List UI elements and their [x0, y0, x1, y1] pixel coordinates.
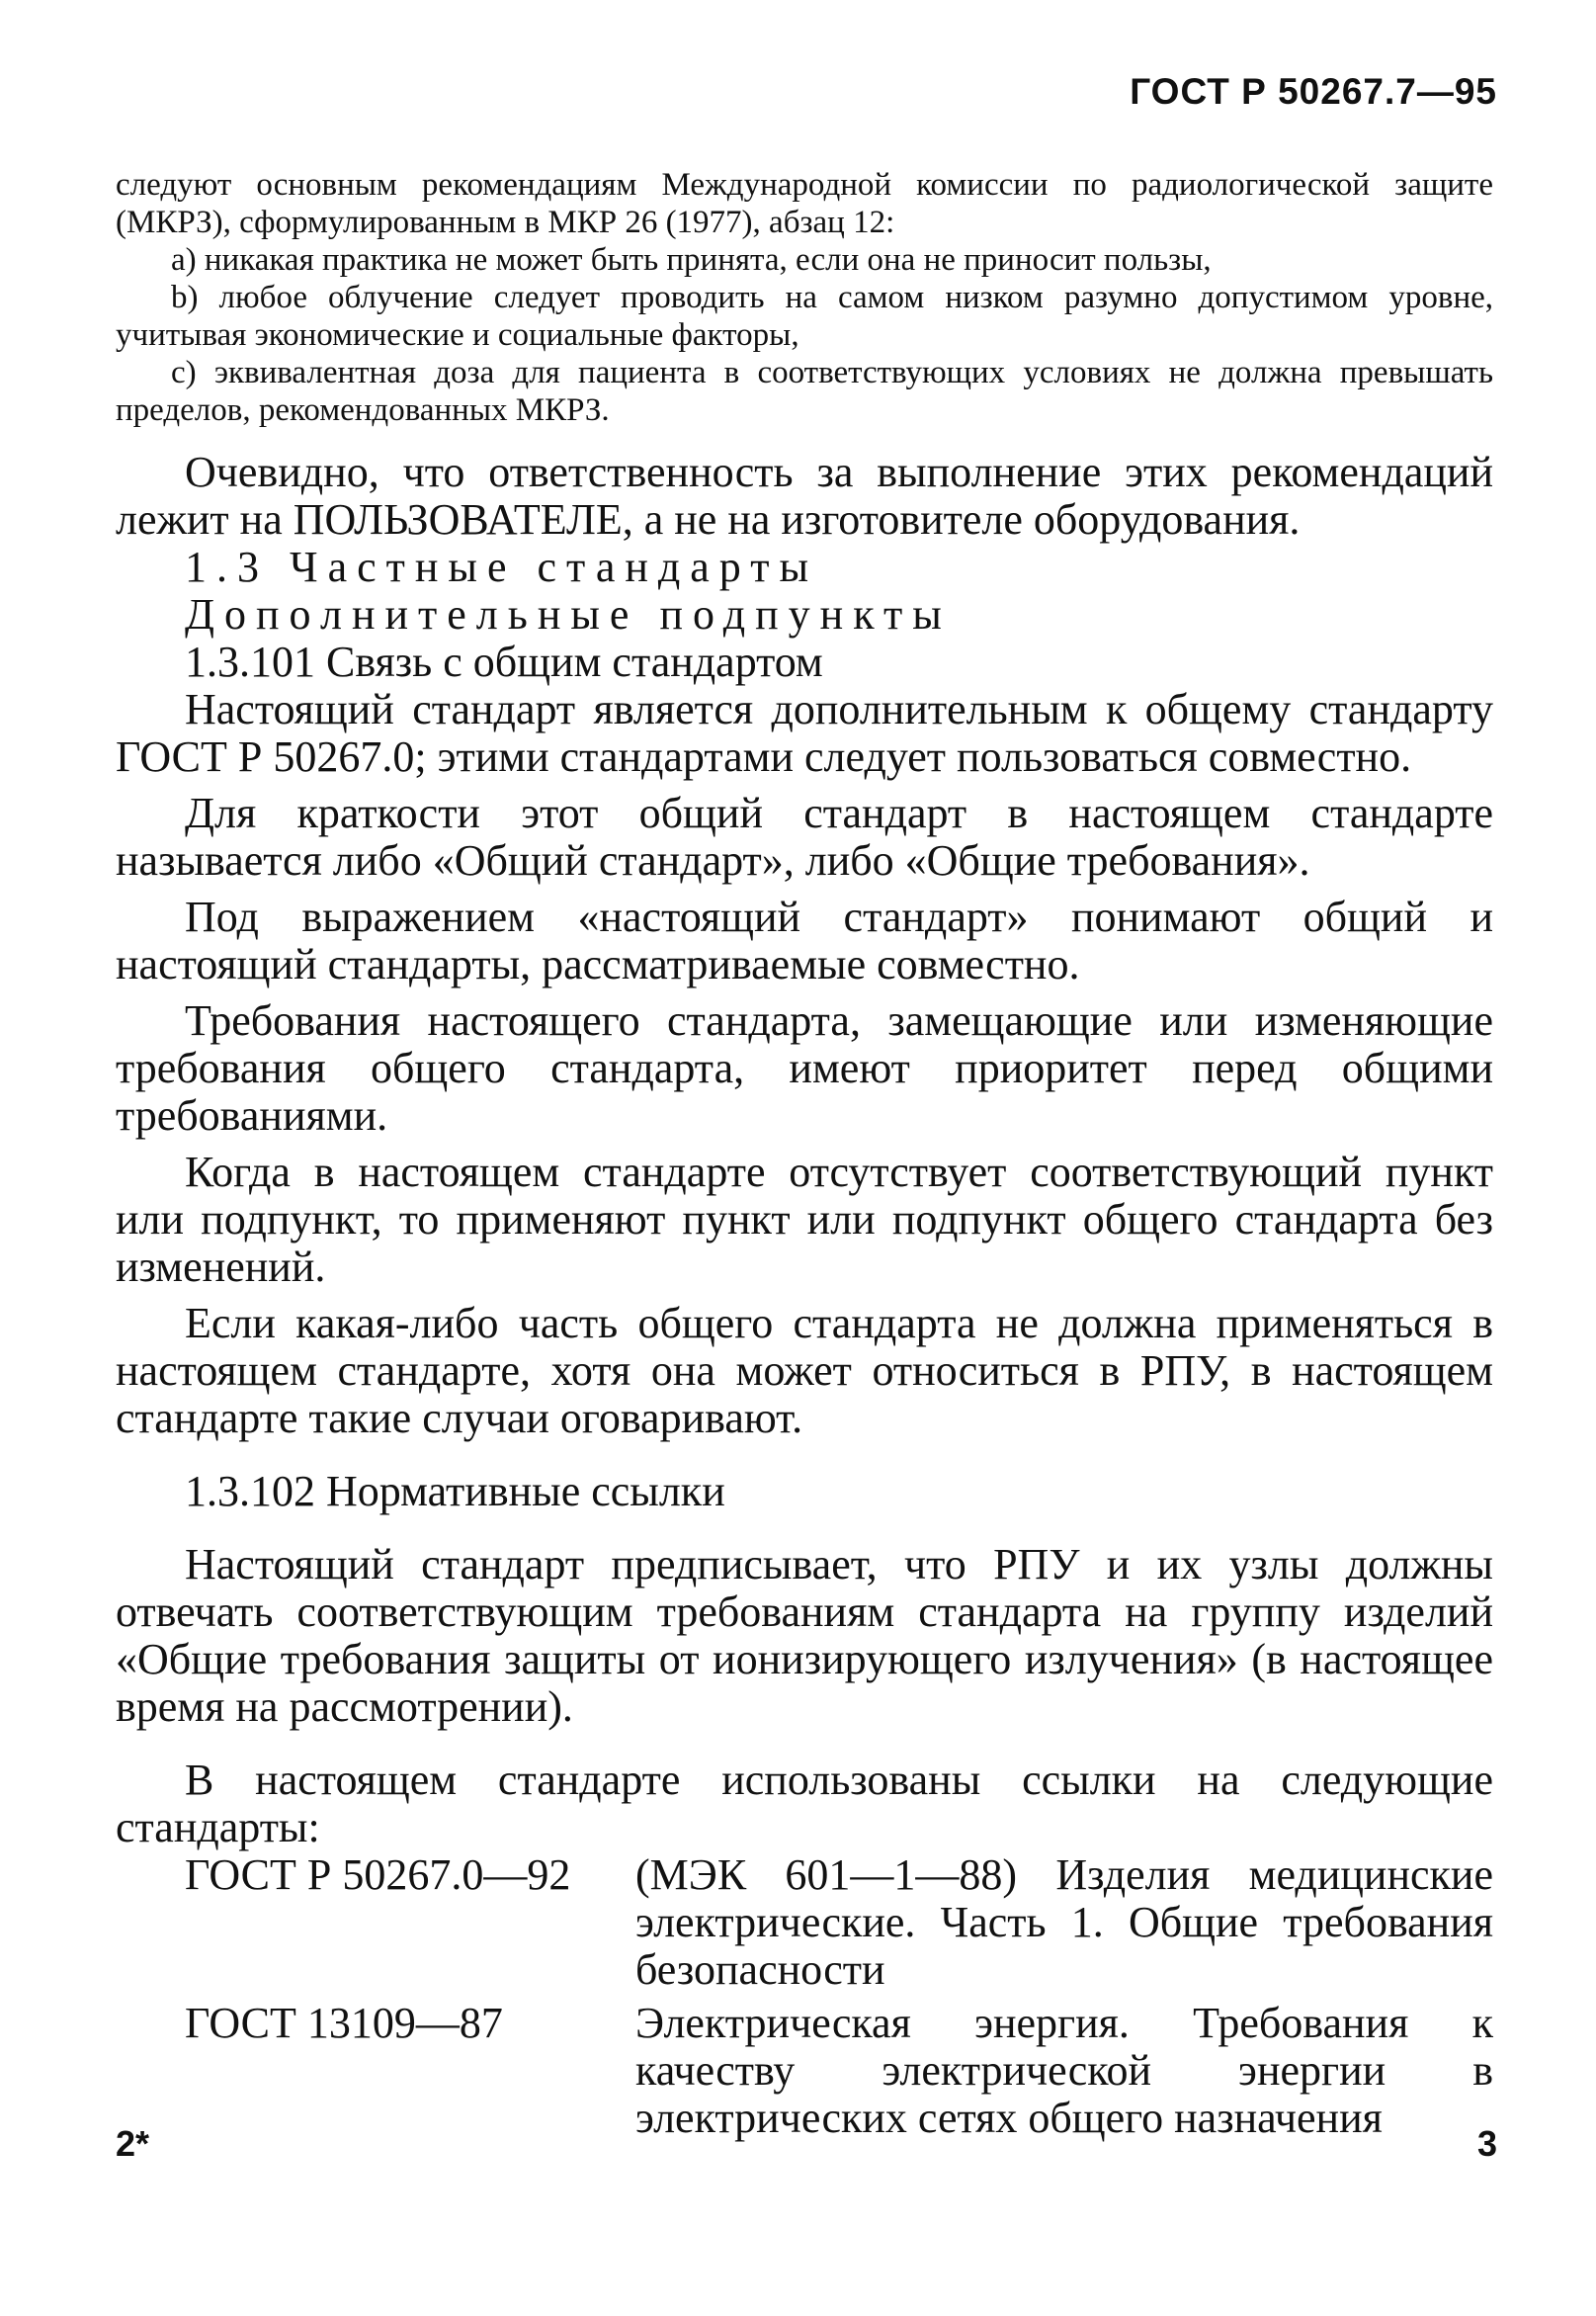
reference-row — [116, 1851, 1493, 2000]
icrp-recommendations — [116, 166, 1493, 429]
reference-code: ГОСТ 13109—87 — [185, 1999, 503, 2047]
paragraph-brevity: Для краткости этот общий стандарт в настоящем стандарте называется либо «Общий стандарт», либо «Общие требования». — [116, 789, 1493, 885]
reference-code: ГОСТ Р 50267.0—92 — [185, 1850, 571, 1899]
paragraph-priority: Требования настоящего стандарта, замещающие или изменяющие требования общего стандарта, имеют приоритет перед общими требованиями. — [116, 996, 1493, 1140]
recommendation-item-a: a) никакая практика не может быть принята, если она не приносит пользы, — [171, 242, 1212, 278]
responsibility-paragraph: Очевидно, что ответственность за выполнение этих рекомендаций лежит на ПОЛЬЗОВАТЕЛЕ, а не на изготовителе оборудования. — [116, 448, 1493, 544]
section-heading-1-3-101: 1.3.101 Связь с общим стандартом — [185, 638, 823, 686]
signature-mark: 2* — [116, 2123, 150, 2164]
reference-description: Электрическая энергия. Требования к качеству электрической энергии в электрических сетях общего назначения — [635, 1999, 1493, 2142]
paragraph-this-standard: Под выражением «настоящий стандарт» понимают общий и настоящий стандарты, рассматриваемые совместно. — [116, 893, 1493, 988]
page-number: 3 — [1476, 2123, 1497, 2164]
recommendation-item-b: b) любое облучение следует проводить на самом низком разумно допустимом уровне, учитывая экономические и социальные факторы, — [116, 280, 1493, 353]
reference-row — [116, 2000, 1493, 2148]
references-table — [116, 1851, 1493, 2148]
reference-description: (МЭК 601—1—88) Изделия медицинские электрические. Часть 1. Общие требования безопасности — [635, 1850, 1493, 1994]
section-heading-1-3-102: 1.3.102 Нормативные ссылки — [185, 1467, 725, 1515]
recommendations-intro: следуют основным рекомендациям Международной комиссии по радиологической защите (МКРЗ), сформулированным в МКР 26 (1977), абзац 12: — [116, 167, 1493, 240]
recommendation-item-c: c) эквивалентная доза для пациента в соответствующих условиях не должна превышать пределов, рекомендованных МКРЗ. — [116, 355, 1493, 428]
paragraph-references-intro: В настоящем стандарте использованы ссылки на следующие стандарты: — [116, 1756, 1493, 1851]
paragraph-exceptions: Если какая-либо часть общего стандарта не должна применяться в настоящем стандарте, хотя она может относиться в РПУ, в настоящем стандарте такие случаи оговаривают. — [116, 1299, 1493, 1442]
page-content — [116, 166, 1493, 2148]
document-header-id: ГОСТ Р 50267.7—95 — [1130, 71, 1497, 112]
section-heading-1-3: 1.3 Частные стандарты — [185, 543, 819, 591]
paragraph-missing-clause: Когда в настоящем стандарте отсутствует соответствующий пункт или подпункт, то применяют пункт или подпункт общего стандарта без изменений. — [116, 1148, 1493, 1291]
paragraph-normative-requirement: Настоящий стандарт предписывает, что РПУ и их узлы должны отвечать соответствующим требованиям стандарта на группу изделий «Общие требования защиты от ионизирующего излучения» (в настоящее время на рассмотрении). — [116, 1540, 1493, 1731]
paragraph-general-standard: Настоящий стандарт является дополнительным к общему стандарту ГОСТ Р 50267.0; этими стандартами следует пользоваться совместно. — [116, 685, 1493, 781]
subsection-label: Дополнительные подпункты — [185, 590, 952, 639]
